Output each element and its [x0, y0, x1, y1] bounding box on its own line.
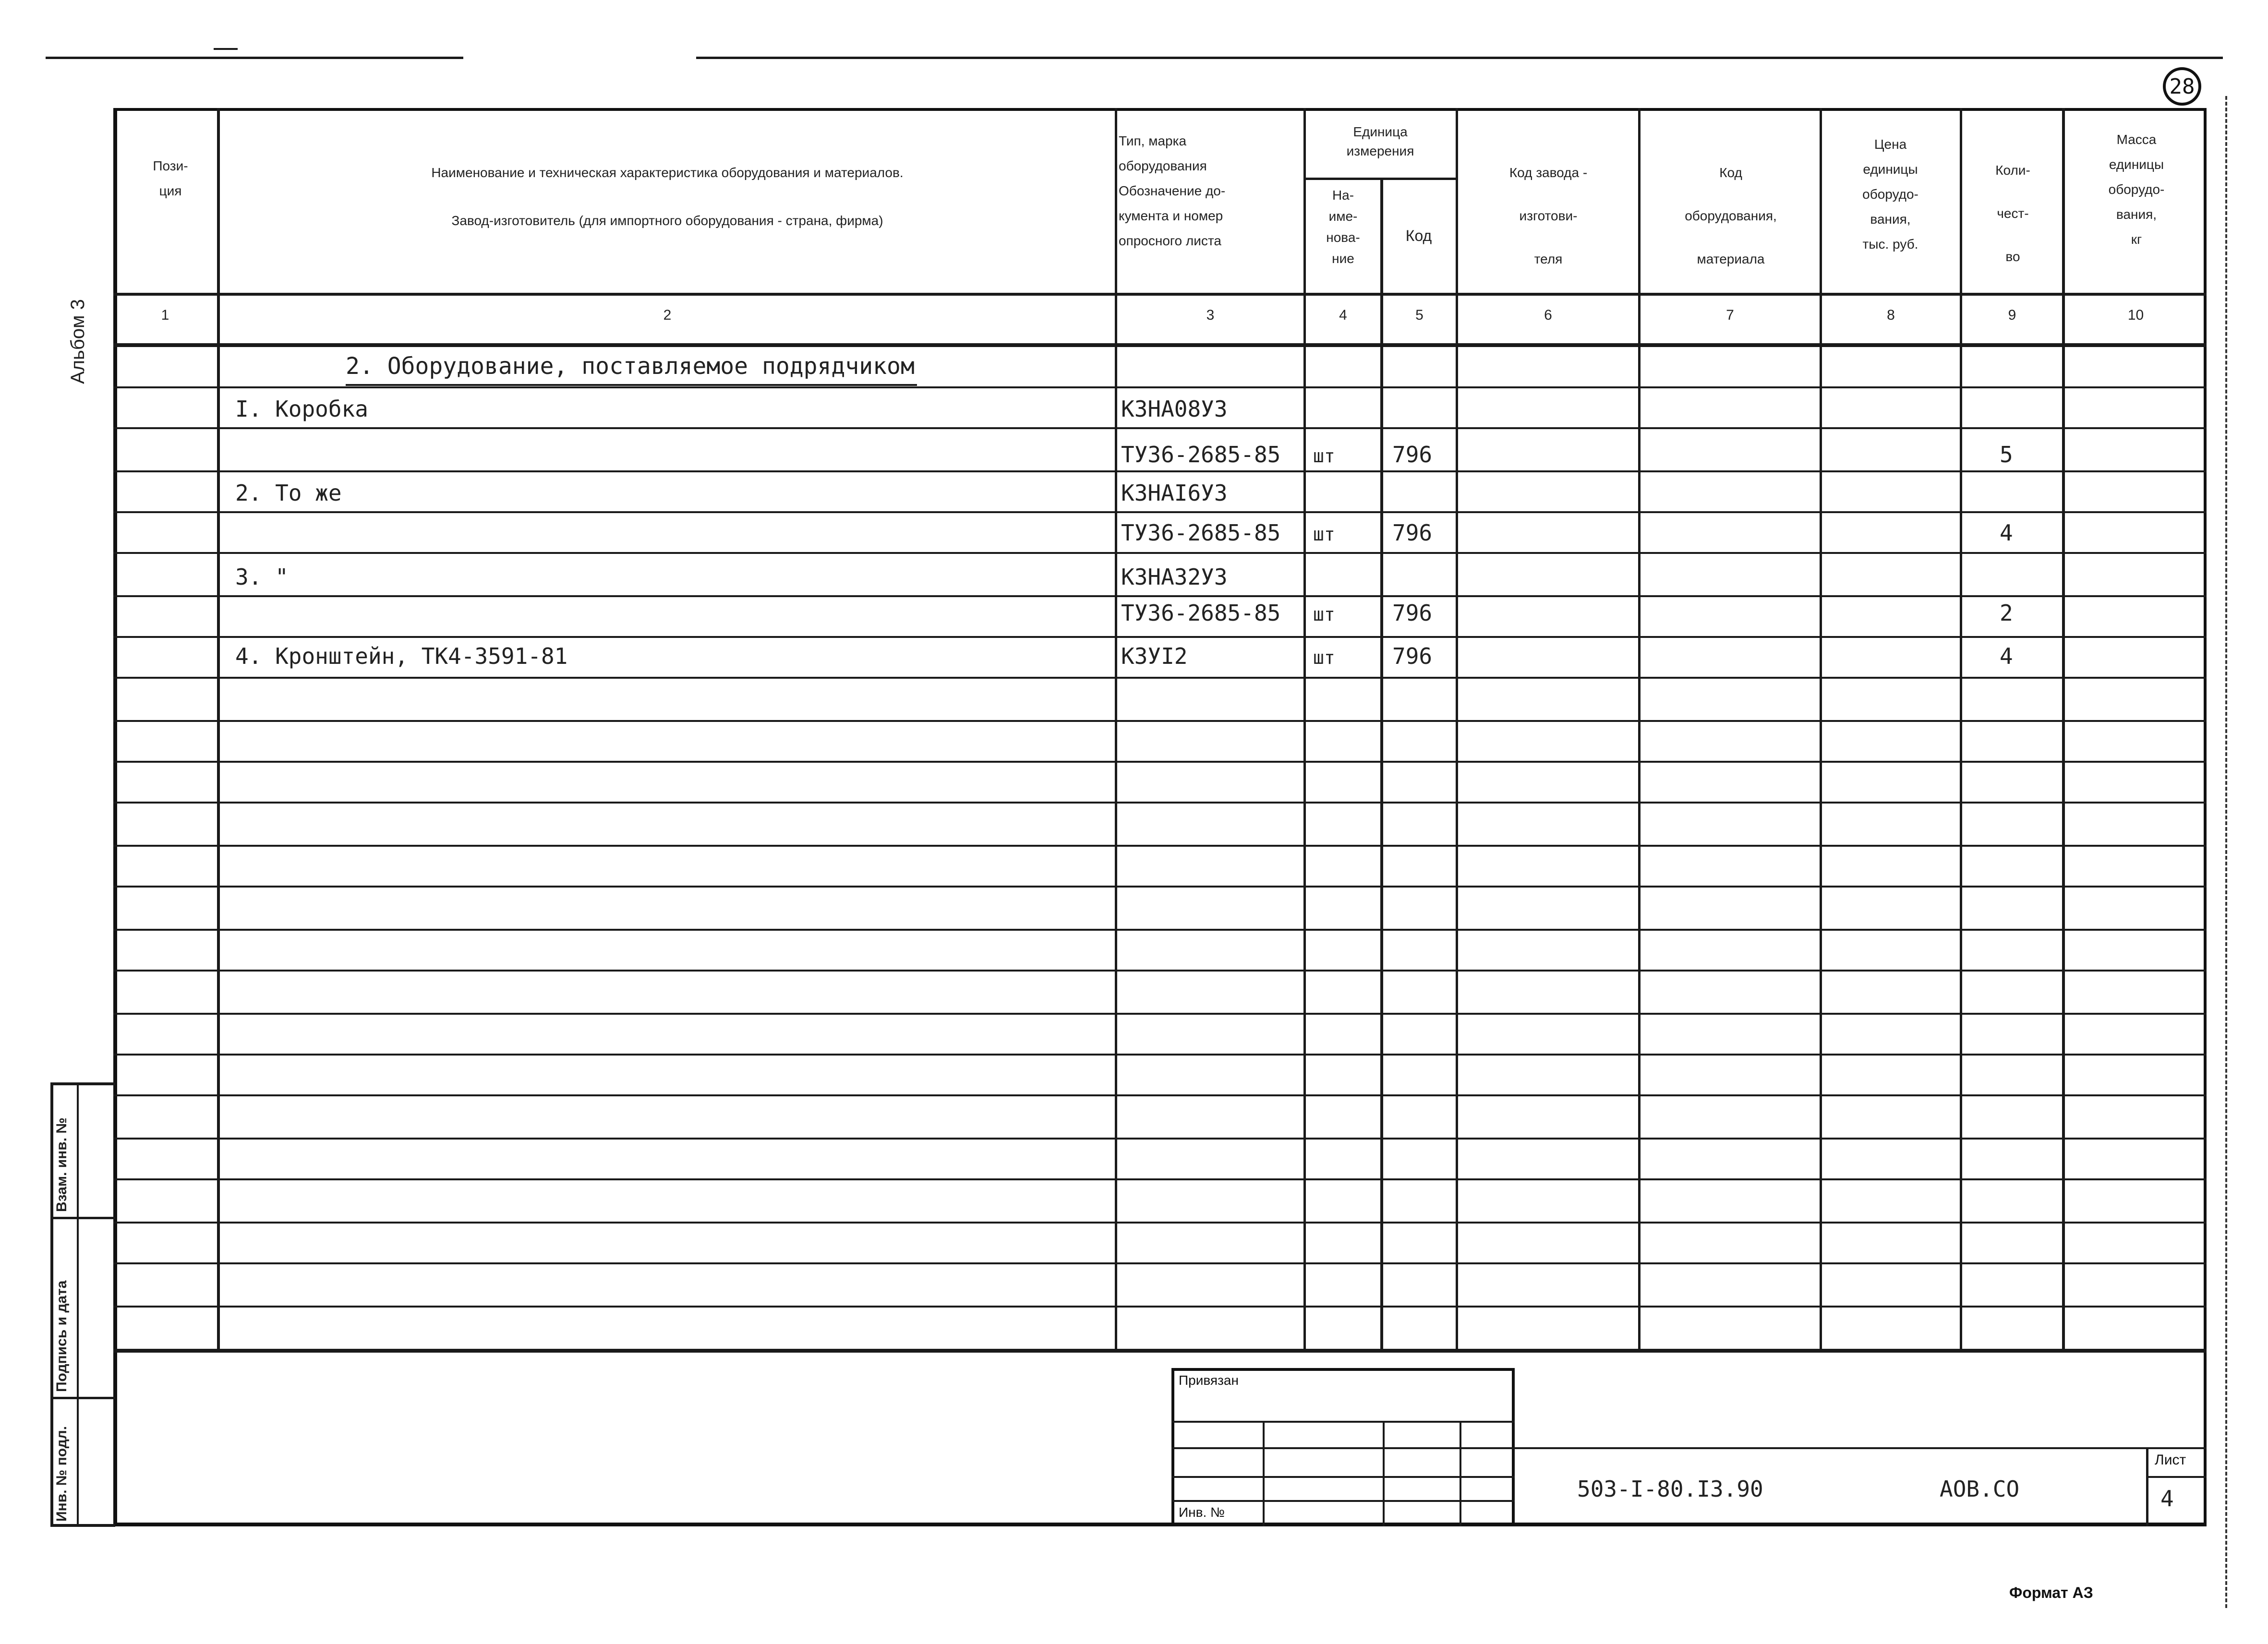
row-line [113, 1178, 2207, 1180]
privyazan-row-4 [1171, 1500, 1515, 1502]
row-7-type: К3УI2 [1121, 643, 1188, 669]
row-5-name: 3. " [235, 564, 289, 590]
row-line [113, 761, 2207, 763]
doc-code-top [1515, 1447, 2207, 1449]
row-5-type: КЗНА32УЗ [1121, 564, 1228, 590]
header-col-10: Масса единицы оборудо- вания, кг [2108, 132, 2165, 247]
row-line [113, 720, 2207, 722]
album-label: Альбом 3 [67, 299, 88, 384]
row-4-unit: шт [1313, 524, 1335, 545]
side-stamp-bottom [50, 1524, 115, 1527]
header-bottom-rule [113, 293, 2207, 296]
colnum-7: 7 [1726, 307, 1734, 323]
privyazan-col-2 [1383, 1421, 1385, 1526]
colnum-1: 1 [161, 307, 169, 323]
privyazan-label: Привязан [1179, 1373, 1239, 1388]
row-4-type: ТУ36-2685-85 [1121, 520, 1281, 546]
row-2-type: ТУ36-2685-85 [1121, 442, 1281, 468]
row-2-qty: 5 [2000, 442, 2013, 468]
row-line [113, 677, 2207, 679]
row-line [113, 1306, 2207, 1308]
side-stamp-podpis: Подпись и дата [54, 1280, 70, 1392]
row-6-type: ТУ36-2685-85 [1121, 600, 1281, 626]
colnum-3: 3 [1206, 307, 1215, 323]
row-line [113, 886, 2207, 888]
unit-group-header: Единица измерения [1346, 124, 1414, 158]
row-2-code: 796 [1392, 442, 1433, 468]
row-7-qty: 4 [2000, 643, 2013, 669]
sheet-cell-left [2146, 1447, 2148, 1526]
unit-group-split [1306, 178, 1456, 180]
colnum-4: 4 [1339, 307, 1347, 323]
row-line [113, 1094, 2207, 1096]
row-7-unit: шт [1313, 647, 1335, 668]
sheet-label: Лист [2155, 1452, 2186, 1468]
row-2-unit: шт [1313, 445, 1335, 467]
row-1-type: КЗНА08УЗ [1121, 396, 1228, 422]
header-col-8: Цена единицы оборудо- вания, тыс. руб. [1862, 137, 1918, 252]
row-7-code: 796 [1392, 643, 1433, 669]
row-6-code: 796 [1392, 600, 1433, 626]
row-3-name: 2. То же [235, 480, 342, 506]
row-line [113, 511, 2207, 513]
section-title: 2. Оборудование, поставляемое подрядчиком [346, 353, 915, 380]
header-col-5: Код [1405, 227, 1432, 244]
row-line [113, 1054, 2207, 1056]
row-line [113, 427, 2207, 429]
row-1-name: I. Коробка [235, 396, 368, 422]
side-stamp-split-1 [50, 1217, 115, 1219]
side-stamp-inv-podl: Инв. № подл. [54, 1426, 70, 1522]
inv-no-label: Инв. № [1179, 1505, 1225, 1520]
row-line [113, 845, 2207, 847]
colnum-2: 2 [663, 307, 672, 323]
doc-code: 503-I-80.I3.90 [1577, 1476, 1763, 1502]
format-label: Формат АЗ [2009, 1584, 2093, 1601]
row-3-type: КЗНАI6УЗ [1121, 480, 1228, 506]
header-col-3: Тип, марка оборудования Обозначение до- кумента и номер опросного листа [1119, 133, 1226, 248]
right-edge-rule [2225, 96, 2227, 1608]
privyazan-row-2 [1171, 1447, 1515, 1449]
header-col-1: Пози- ция [153, 158, 188, 198]
sheet-value: 4 [2160, 1486, 2174, 1512]
side-stamp-vzam: Взам. инв. № [54, 1117, 70, 1212]
col-line-4 [1380, 178, 1383, 1351]
header-col-2: Наименование и техническая характеристика оборудования и материалов. Завод-изготовитель (для импортного оборудования - страна, фирма) [431, 165, 904, 228]
row-line [113, 1262, 2207, 1264]
colnum-8: 8 [1887, 307, 1895, 323]
row-4-code: 796 [1392, 520, 1433, 546]
row-line [113, 970, 2207, 972]
colnum-5: 5 [1415, 307, 1424, 323]
row-4-qty: 4 [2000, 520, 2013, 546]
section-title-underline [346, 384, 917, 386]
side-stamp-split-2 [50, 1397, 115, 1399]
header-col-9: Коли- чест- во [1995, 163, 2030, 264]
sheet-cell-split [2146, 1476, 2207, 1478]
privyazan-row-1 [1171, 1421, 1515, 1423]
top-rule-left [46, 57, 463, 59]
header-col-7: Код оборудования, материала [1685, 165, 1777, 266]
row-line [113, 386, 2207, 388]
row-line [113, 1013, 2207, 1015]
row-line [113, 929, 2207, 931]
header-col-4: На- име- нова- ние [1326, 188, 1360, 266]
colnum-10: 10 [2127, 307, 2144, 323]
row-line [113, 595, 2207, 597]
row-line [113, 636, 2207, 638]
row-7-name: 4. Кронштейн, ТК4-3591-81 [235, 643, 568, 669]
doc-suffix: АОВ.СО [1940, 1476, 2020, 1502]
row-6-qty: 2 [2000, 600, 2013, 626]
top-rule-right [696, 57, 2223, 59]
top-tick [214, 48, 238, 50]
colnum-9: 9 [2008, 307, 2016, 323]
side-stamp-frame-left [50, 1082, 53, 1526]
privyazan-row-3 [1171, 1476, 1515, 1478]
sheet-number-badge: 28 [2163, 67, 2201, 106]
row-6-unit: шт [1313, 604, 1335, 625]
colnum-6: 6 [1544, 307, 1552, 323]
side-stamp-top [50, 1082, 115, 1085]
colnum-bottom-rule [113, 343, 2207, 347]
row-line [113, 1138, 2207, 1140]
row-line [113, 802, 2207, 804]
row-line [113, 552, 2207, 554]
side-stamp-inner [77, 1082, 79, 1526]
row-line [113, 1222, 2207, 1224]
privyazan-col-1 [1263, 1421, 1265, 1526]
table-bottom-rule [113, 1349, 2207, 1353]
header-col-6: Код завода - изготови- теля [1509, 165, 1588, 266]
privyazan-col-3 [1460, 1421, 1461, 1526]
row-line [113, 470, 2207, 472]
